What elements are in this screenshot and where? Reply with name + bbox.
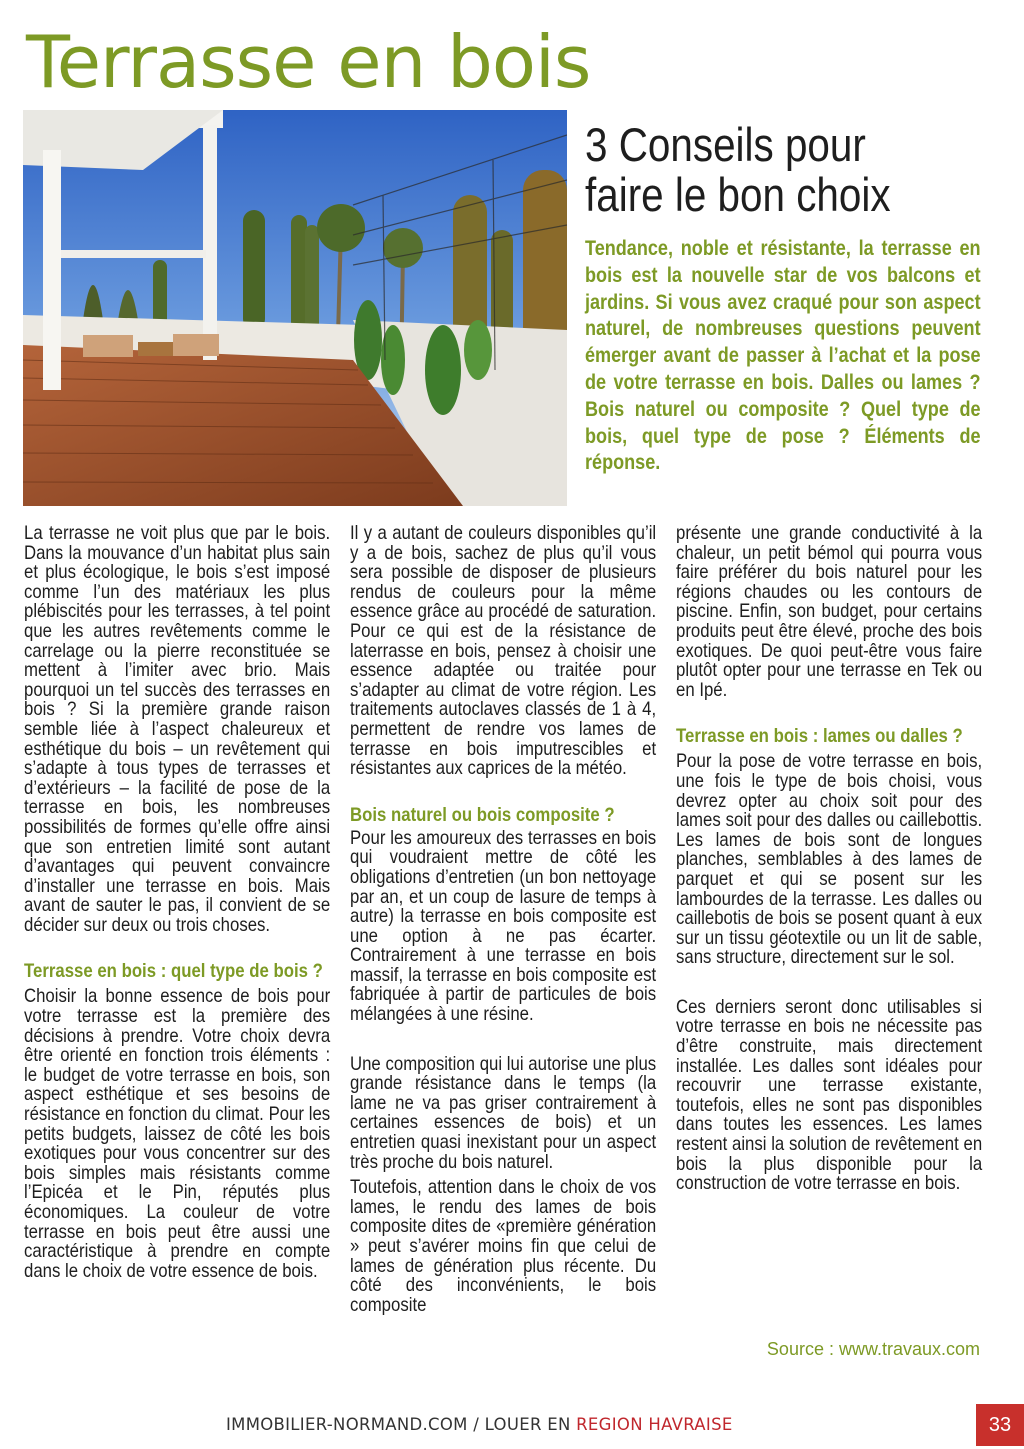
article-subtitle: 3 Conseils pour faire le bon choix: [585, 118, 891, 221]
paragraph: La terrasse ne voit plus que par le bois. Dans la mouvance d’un habitat plus sain et plus écologique, le bois s’est imposé comme l’un des matériaux les plus plébiscités pour les terrasses, à tel point que les autres revêtements comme le carrelage ou la pierre reconstituée se mettent à l’imiter avec brio. Mais pourquoi un tel succès des terrasses en bois ? Si la première grande raison semble liée à l’aspect chaleureux et esthétique du bois – un revêtement qui s’adapte à tous types de terrasses et d’extérieurs – la facilité de pose de la terrasse en bois, les nombreuses possibilités de formes qu’elle offre ainsi que son entretien limité sont autant d’avantages qui peuvent convaincre d’installer une terrasse en bois. Mais avant de sauter le pas, il convient de se décider sur deux ou trois choses.: [24, 522, 331, 936]
paragraph: présente une grande conductivité à la chaleur, un petit bémol qui pourra vous faire préférer du bois naturel pour les régions chaudes ou les contours de piscine. Enfin, son budget, pour certains produits peut être élevé, proche des bois exotiques. De quoi peut-être vous faire plutôt opter pour une terrasse en Tek ou en Ipé.: [676, 522, 983, 701]
article-lead: Tendance, noble et résistante, la terrasse en bois est la nouvelle star de vos balcons et jardins. Si vous avez craqué pour son aspect naturel, de nombreuses questions peuvent émerger avant de passer à l’achat et la pose de votre terrasse en bois. Dalles ou lames ? Bois naturel ou composite ? Quel type de bois, quel type de pose ? Éléments de réponse.: [585, 237, 981, 475]
paragraph: Il y a autant de couleurs disponibles qu’il y a de bois, sachez de plus qu’il vous sera possible de disposer de plusieurs rendus de couleurs pour la même essence grâce au procédé de saturation. Pour ce qui est de la résistance de laterrasse en bois, pensez à choisir une essence adaptée ou traitée pour s’adapter au climat de votre région. Les traitements autoclaves classés de 1 à 4, permettent de rendre vos lames de terrasse en bois imputrescibles et résistantes aux caprices de la météo.: [350, 522, 657, 780]
paragraph: Toutefois, attention dans le choix de vos lames, le rendu des lames de bois composite dites de «première génération » peut s’avérer moins fin que celui de lames de génération plus récente. Du côté des inconvénients, le bois composite: [350, 1176, 657, 1316]
page-title: Terrasse en bois: [26, 20, 591, 104]
hero-image: [23, 110, 567, 506]
section-heading: Bois naturel ou bois composite ?: [350, 803, 615, 826]
page-number: 33: [976, 1404, 1024, 1446]
footer-site: IMMOBILIER-NORMAND.COM / LOUER EN: [226, 1415, 577, 1434]
section-heading: Terrasse en bois : lames ou dalles ?: [676, 725, 963, 748]
source-credit: Source : www.travaux.com: [766, 1339, 980, 1359]
section-heading: Terrasse en bois : quel type de bois ?: [24, 960, 323, 983]
page-footer: [0, 1413, 1024, 1443]
paragraph: Pour les amoureux des terrasses en bois qui voudraient mettre de côté les obligations d’entretien (un bon nettoyage par an, et un coup de lasure de temps à autre) la terrasse en bois composite est une option à ne pas écarter. Contrairement à une terrasse en bois massif, la terrasse en bois composite est fabriquée à partir de particules de bois mélangées à une résine.: [350, 826, 657, 1026]
terrace-photo-icon: [23, 110, 567, 506]
paragraph: Une composition qui lui autorise une plus grande résistance dans le temps (la lame ne va pas griser contrairement à certaines essences de bois) et un entretien quasi inexistant pour un aspect très proche du bois naturel.: [350, 1052, 657, 1173]
column-3: [676, 524, 982, 1194]
footer-publication: [226, 1415, 733, 1434]
footer-region: REGION HAVRAISE: [576, 1415, 733, 1434]
paragraph: Choisir la bonne essence de bois pour votre terrasse est la première des décisions à prendre. Votre choix devra être orienté en fonction trois éléments : le budget de votre terrasse en bois, son aspect esthétique et ses besoins de résistance en fonction du climat. Pour les petits budgets, laissez de côté les bois exotiques pour vous concentrer sur des bois simples mais résistants comme l’Epicéa et le Pin, réputés plus économiques. La couleur de votre terrasse en bois peut être aussi une caractéristique à prendre en compte dans le choix de votre essence de bois.: [24, 985, 331, 1282]
column-1: [24, 524, 330, 1281]
column-2: [350, 524, 656, 1315]
paragraph: Pour la pose de votre terrasse en bois, une fois le type de bois choisi, vous devrez opter au choix soit pour des lames soit pour des dalles ou caillebottis. Les lames de bois sont de longues planches, semblables à des lames de parquet et qui se posent sur les lambourdes de la terrasse. Les dalles ou caillebotis de bois se posent quant à eux sur un tissu géotextile ou un lit de sable, sans structure, directement sur le sol.: [676, 750, 983, 969]
paragraph: Ces derniers seront donc utilisables si votre terrasse en bois ne nécessite pas d’être construite, mais directement installée. Les dalles sont idéales pour recouvrir une terrasse existante, toutefois, elles ne sont pas disponibles dans toutes les essences. Les lames restent ainsi la solution de revêtement en bois la plus disponible pour la construction de votre terrasse en bois.: [676, 995, 983, 1195]
